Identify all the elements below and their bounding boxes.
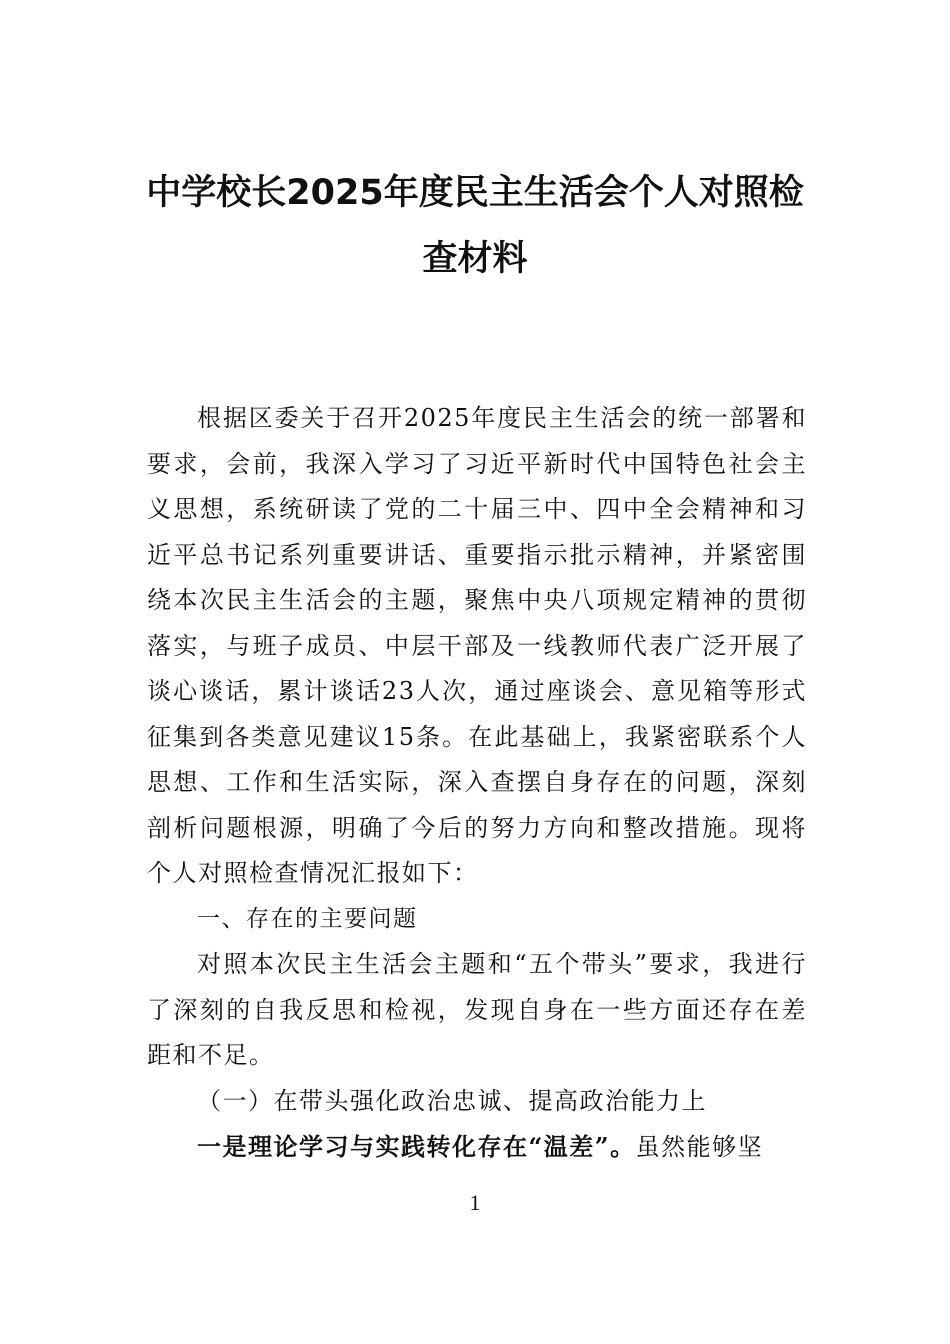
point-paragraph — [147, 1124, 807, 1171]
subsection-heading: （一）在带头强化政治忠诚、提高政治能力上 — [197, 1086, 707, 1115]
point-lead-text: 一是理论学习与实践转化存在“温差”。 — [197, 1132, 636, 1161]
intro-paragraph: 根据区委关于召开2025年度民主生活会的统一部署和要求，会前，我深入学习了习近平新时代中国特色社会主义思想，系统研读了党的二十届三中、四中全会精神和习近平总书记系列重要讲话、重要指示批示精神，并紧密围绕本次民主生活会的主题，聚焦中央八项规定精神的贯彻落实，与班子成员、中层干部及一线教师代表广泛开展了谈心谈话，累计谈话23人次，通过座谈会、意见箱等形式征集到各类意见建议15条。在此基础上，我紧密联系个人思想、工作和生活实际，深入查摆自身存在的问题，深刻剖析问题根源，明确了今后的努力方向和整改措施。现将个人对照检查情况汇报如下： — [147, 404, 807, 887]
page-number: 1 — [469, 1190, 481, 1215]
section-heading: 一、存在的主要问题 — [197, 905, 418, 932]
document-title: 中学校长2025年度民主生活会个人对照检查材料 — [146, 173, 804, 279]
document-body — [147, 396, 807, 1171]
point-body-text: 虽然能够坚 — [635, 1133, 764, 1161]
section-intro-paragraph: 对照本次民主生活会主题和“五个带头”要求，我进行了深刻的自我反思和检视，发现自身在一些方面还存在差距和不足。 — [147, 950, 807, 1069]
